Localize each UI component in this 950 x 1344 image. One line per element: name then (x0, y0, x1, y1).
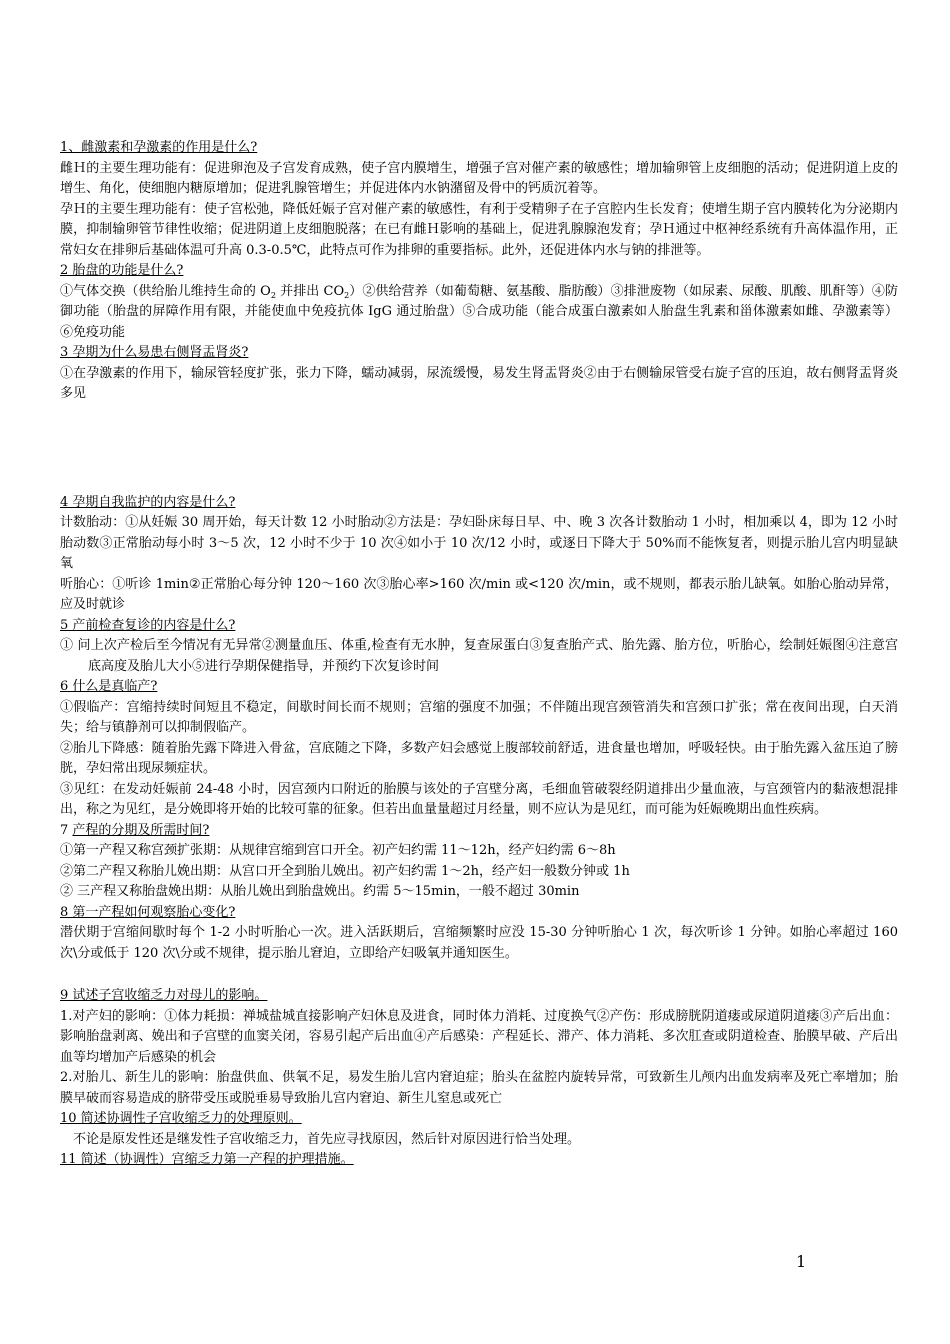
section-10-heading: 10 简述协调性子宫收缩乏力的处理原则。 (60, 1111, 302, 1126)
section-7-title: 产程的分期及所需时间? (72, 822, 210, 838)
subscript-2: 2 (270, 290, 276, 300)
spacer (60, 964, 898, 986)
section-7-para-2: ②第二产程又称胎儿娩出期：从宫口开全到胎儿娩出。初产妇约需 1～2h，经产妇一般数分钟或 1h (60, 863, 630, 879)
section-4-para-2: 听胎心：①听诊 1min②正常胎心每分钟 120～160 次③胎心率>160 次/min 或<120 次/min，或不规则，都表示胎儿缺氧。如胎心胎动异常，应及时就诊 (60, 576, 898, 612)
section-10-para-1: 不论是原发性还是继发性子宫收缩乏力，首先应寻找原因，然后针对原因进行恰当处理。 (73, 1131, 581, 1147)
section-8-heading: 8 第一产程如何观察胎心变化? (60, 904, 236, 920)
section-9-para-1: 1.对产妇的影响：①体力耗损：禅城盐城直接影响产妇休息及进食，同时体力消耗、过度换气②产伤：形成膀胱阴道瘘或尿道阴道瘘③产后出血：影响胎盘剥离、娩出和子宫壁的血窦关闭，容易引起产后出血④产后感染：产程延长、滞产、体力消耗、多次肛查或阴道检查、胎膜早破、产后出血等均增加产后感染的机会 (60, 1008, 898, 1065)
section-6-para-3: ③见红：在发动妊娠前 24-48 小时，因宫颈内口附近的胎膜与该处的子宫壁分离，毛细血管破裂经阴道排出少量血液，与宫颈管内的黏液想混排出，称之为见红，是分娩即将开始的比较可靠的征象。但若出血量量超过月经量，则不应认为是见红，而可能为妊娠晚期出血性疾病。 (60, 781, 898, 817)
section-8-para-1: 潜伏期于宫缩间歇时每个 1-2 小时听胎心一次。进入活跃期后，宫缩频繁时应没 15-30 分钟听胎心 1 次，每次听诊 1 分钟。如胎心率超过 160 次\分或低于 120 次\分或不规律，提示胎儿窘迫，立即给产妇吸氧并通知医生。 (60, 925, 898, 961)
section-7-heading (60, 821, 898, 842)
section-4-para-1: 计数胎动：①从妊娠 30 周开始，每天计数 12 小时胎动②方法是：孕妇卧床每日早、中、晚 3 次各计数胎动 1 小时，相加乘以 4，即为 12 小时胎动数③正常胎动每小时 3～5 次，12 小时不少于 10 次④如小于 10 次/12 小时，或逐日下降大于 50%而不能恢复者，则提示胎儿宫内明显缺氧 (60, 515, 898, 571)
section-1-heading: 1、雌激素和孕激素的作用是什么? (60, 140, 258, 155)
section-2-text-b: 并排出 CO (275, 283, 345, 299)
section-2-text-a: ①气体交换（供给胎儿维持生命的 O (60, 283, 271, 299)
section-5-heading: 5 产前检查复诊的内容是什么? (60, 617, 236, 633)
section-5-para-1: ① 问上次产检后至今情况有无异常②测量血压、体重,检查有无水肿，复查尿蛋白③复查胎产式、胎先露、胎方位，听胎心，绘制妊娠图④注意宫底高度及胎儿大小⑤进行孕期保健指导，并预约下次复诊时间 (60, 638, 898, 674)
section-9-heading: 9 试述子宫收缩乏力对母儿的影响。 (60, 988, 268, 1003)
section-2-para-1 (60, 282, 898, 344)
section-9-para-2: 2.对胎儿、新生儿的影响：胎盘供血、供氧不足，易发生胎儿宫内窘迫症；胎头在盆腔内旋转异常，可致新生儿颅内出血发病率及死亡率增加；胎膜早破而容易造成的脐带受压或脱垂易导致胎儿宫内窘迫、新生儿窒息或死亡 (60, 1070, 898, 1106)
section-3-para-1: ①在孕激素的作用下，输尿管轻度扩张，张力下降，蠕动减弱，尿流缓慢，易发生肾盂肾炎②由于右侧输尿管受右旋子宫的压迫，故右侧肾盂肾炎多见 (60, 365, 898, 401)
document-body (60, 138, 898, 1171)
section-2-text-c: ）②供给营养（如葡萄糖、氨基酸、脂肪酸）③排泄废物（如尿素、尿酸、肌酸、肌酐等）④防御功能（胎盘的屏障作用有限，并能使血中免疫抗体 IgG 通过胎盘）⑤合成功能（能合成蛋白激素如人胎盘生乳素和甾体激素如雌、孕激素等）⑥免疫功能 (60, 283, 898, 340)
section-2-heading: 2 胎盘的功能是什么? (60, 263, 184, 278)
section-6-para-2: ②胎儿下降感：随着胎先露下降进入骨盆，宫底随之下降，多数产妇会感觉上腹部较前舒适，进食量也增加，呼吸轻快。由于胎先露入盆压迫了膀胱，孕妇常出现尿频症状。 (60, 740, 898, 776)
section-7-para-1: ①第一产程又称宫颈扩张期：从规律宫缩到宫口开全。初产妇约需 11～12h，经产妇约需 6～8h (60, 843, 616, 858)
page-number: 1 (796, 1252, 807, 1271)
section-7-number: 7 (60, 822, 73, 838)
section-4-heading: 4 孕期自我监护的内容是什么? (60, 494, 236, 510)
section-7-para-3: ② 三产程又称胎盘娩出期：从胎儿娩出到胎盘娩出。约需 5～15min，一般不超过 30min (60, 884, 580, 899)
section-1-para-2: 孕Ｈ的主要生理功能有：使子宫松弛，降低妊娠子宫对催产素的敏感性，有利于受精卵子在子宫腔内生长发育；使增生期子宫内膜转化为分泌期内膜，抑制输卵管节律性收缩；促进阴道上皮细胞脱落；在已有雌Ｈ影响的基础上，促进乳腺腺泡发育；孕Ｈ通过中枢神经系统有升高体温作用，正常妇女在排卵后基础体温可升高 0.3-0.5℃，此特点可作为排卵的重要指标。此外，还促进体内水与钠的排泄等。 (60, 201, 898, 258)
section-3-heading: 3 孕期为什么易患右侧肾盂肾炎? (60, 345, 249, 360)
subscript-2: 2 (344, 290, 350, 300)
section-1-para-1: 雌Ｈ的主要生理功能有：促进卵泡及子宫发育成熟，使子宫内膜增生，增强子宫对催产素的敏感性；增加输卵管上皮细胞的活动；促进阴道上皮的增生、角化，使细胞内糖原增加；促进乳腺管增生；并促进体内水钠潴留及骨中的钙质沉着等。 (60, 160, 898, 196)
section-6-heading: 6 什么是真临产? (60, 679, 158, 694)
section-6-para-1: ①假临产：宫缩持续时间短且不稳定，间歇时间长而不规则；宫缩的强度不加强；不伴随出现宫颈管消失和宫颈口扩张；常在夜间出现，白天消失；给与镇静剂可以抑制假临产。 (60, 699, 898, 735)
section-11-heading: 11 简述（协调性）宫缩乏力第一产程的护理措施。 (60, 1152, 354, 1167)
spacer (60, 405, 898, 493)
